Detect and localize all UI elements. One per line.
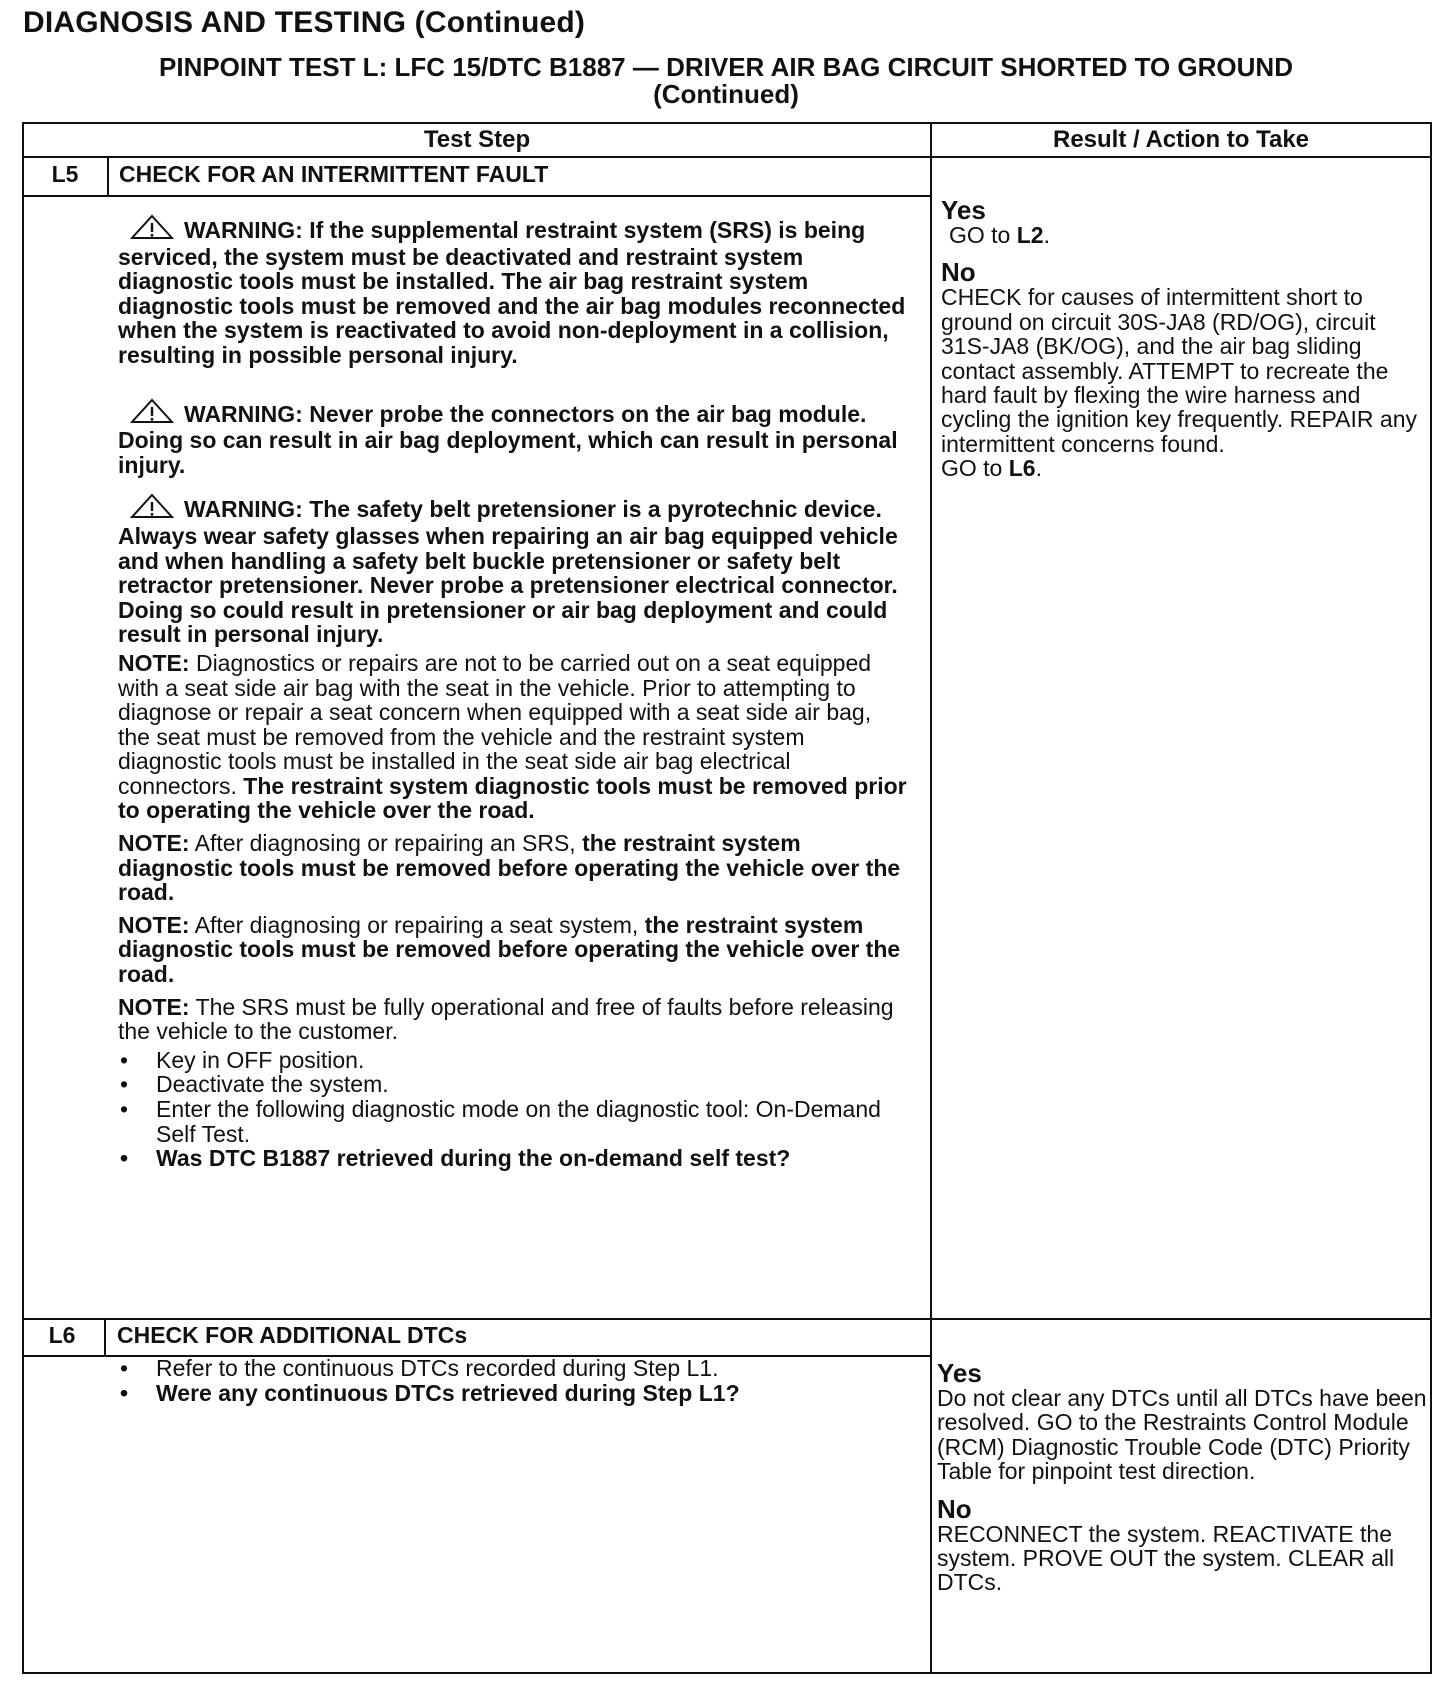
step-ref-l6: L6 [1008,455,1036,482]
note-text: After diagnosing or repairing an SRS, [189,830,583,857]
step-separator [22,1318,1432,1320]
warning-triangle-icon [130,398,174,429]
result-no-text: CHECK for causes of intermittent short to ground on circuit 30S-JA8 (RD/OG), circuit 31S-JA8 (BK/OG), and the air bag sliding contact assembly. ATTEMPT to recreate the hard fault by flexing the wire harness and cycling the ignition key frequently. REPAIR any intermittent concerns found. [941,284,1417,457]
warning-triangle-icon [130,214,174,245]
pinpoint-test-title-line2: (Continued) [653,79,799,109]
header-test-step: Test Step [423,126,531,153]
note-emphasis: the restraint system diagnostic tools must be removed before operating the vehicle over the road. [118,911,901,988]
bullet-icon: • [120,1096,129,1122]
list-item: • Enter the following diagnostic mode on the diagnostic tool: On-Demand Self Test. [120,1096,881,1147]
step-l6-actions [118,1356,908,1405]
bullet-icon: • [120,1379,129,1406]
result-no-goto: GO to L6. [941,455,1042,482]
pinpoint-test-title [22,54,1430,108]
result-no-label: No [941,257,976,288]
result-no-label: No [937,1493,972,1524]
note-label: NOTE: [118,993,190,1020]
bullet-icon: • [120,1046,129,1073]
warning-pretensioner [118,493,908,647]
warning-triangle-icon [130,493,174,524]
note-text: After diagnosing or repairing a seat system, [189,911,645,938]
note-after-seat [118,913,908,987]
warning-probe-connectors-text: WARNING: Never probe the connectors on the air bag module. Doing so can result in air bag deployment, which can result in personal injury. [118,400,898,478]
header-divider [22,156,1432,158]
step-l6-id: L6 [48,1322,76,1348]
list-item: • Refer to the continuous DTCs recorded during Step L1. [120,1355,719,1381]
result-yes-text: GO to L2. [949,222,1050,248]
step-l5-title-divider [22,195,930,197]
note-emphasis: The restraint system diagnostic tools must be removed prior to operating the vehicle over the road. [118,772,907,824]
step-l6-title: CHECK FOR ADDITIONAL DTCs [117,1322,468,1348]
result-no-text: RECONNECT the system. REACTIVATE the system. PROVE OUT the system. CLEAR all DTCs. [937,1520,1395,1596]
note-label: NOTE: [118,830,190,857]
step-l6-result [937,1360,1427,1595]
list-item: • Key in OFF position. [120,1046,365,1073]
warning-probe-connectors [118,398,908,478]
result-yes-label: Yes [941,195,986,225]
page-title: DIAGNOSIS AND TESTING (Continued) [23,6,586,39]
step-l5-actions [118,1048,908,1171]
bullet-icon: • [120,1071,129,1098]
bullet-icon: • [120,1355,129,1381]
result-yes-text: Do not clear any DTCs until all DTCs have been resolved. GO to the Restraints Control Module (RCM) Diagnostic Trouble Code (DTC) Priority Table for pinpoint test direction. [937,1385,1427,1485]
bullet-icon: • [120,1145,129,1172]
note-label: NOTE: [118,911,190,938]
step-l5-title: CHECK FOR AN INTERMITTENT FAULT [119,161,549,187]
pinpoint-test-title-line1: PINPOINT TEST L: LFC 15/DTC B1887 — DRIVER AIR BAG CIRCUIT SHORTED TO GROUND [159,52,1293,82]
note-text: The SRS must be fully operational and free of faults before releasing the vehicle to the customer. [118,993,894,1045]
note-emphasis: the restraint system diagnostic tools must be removed before operating the vehicle over the road. [118,830,901,906]
note-label: NOTE: [118,649,190,676]
step-l6-question: • Were any continuous DTCs retrieved during Step L1? [120,1379,740,1406]
step-l5-id: L5 [51,161,79,187]
note-after-srs [118,831,908,905]
step-l5-result [941,197,1426,481]
result-yes-label: Yes [937,1358,982,1388]
step-ref-l2: L2 [1016,222,1044,248]
step-l6-body [118,1356,908,1405]
note-seat-side-airbag [118,651,908,823]
note-srs-operational [118,995,908,1044]
warning-srs-service [118,214,908,368]
column-divider [930,122,932,1674]
warning-pretensioner-text: WARNING: The safety belt pretensioner is a pyrotechnic device. Always wear safety glasses when repairing an air bag equipped vehicle and when handling a safety belt buckle pretensioner or safety belt retractor pretensioner. Never probe a pretensioner electrical connector. Doing so could result in pretensioner or air bag deployment and could result in personal injury. [118,496,898,648]
warning-srs-service-text: WARNING: If the supplemental restraint system (SRS) is being serviced, the system must be deactivated and restraint system diagnostic tools must be installed. The air bag restraint system diagnostic tools must be removed and the air bag modules reconnected when the system is reactivated to avoid non-deployment in a collision, resulting in possible personal injury. [118,217,906,368]
step-l5-question: • Was DTC B1887 retrieved during the on-demand self test? [120,1145,791,1172]
list-item: • Deactivate the system. [120,1071,389,1098]
step-l5-body [118,214,908,1171]
header-result-action: Result / Action to Take [1052,126,1310,153]
note-text: Diagnostics or repairs are not to be carried out on a seat equipped with a seat side air bag with the seat in the vehicle. Prior to attempting to diagnose or repair a seat concern when equipped with a seat side air bag, the seat must be removed from the vehicle and the restraint system diagnostic tools must be installed in the seat side air bag electrical connectors. [118,649,872,799]
